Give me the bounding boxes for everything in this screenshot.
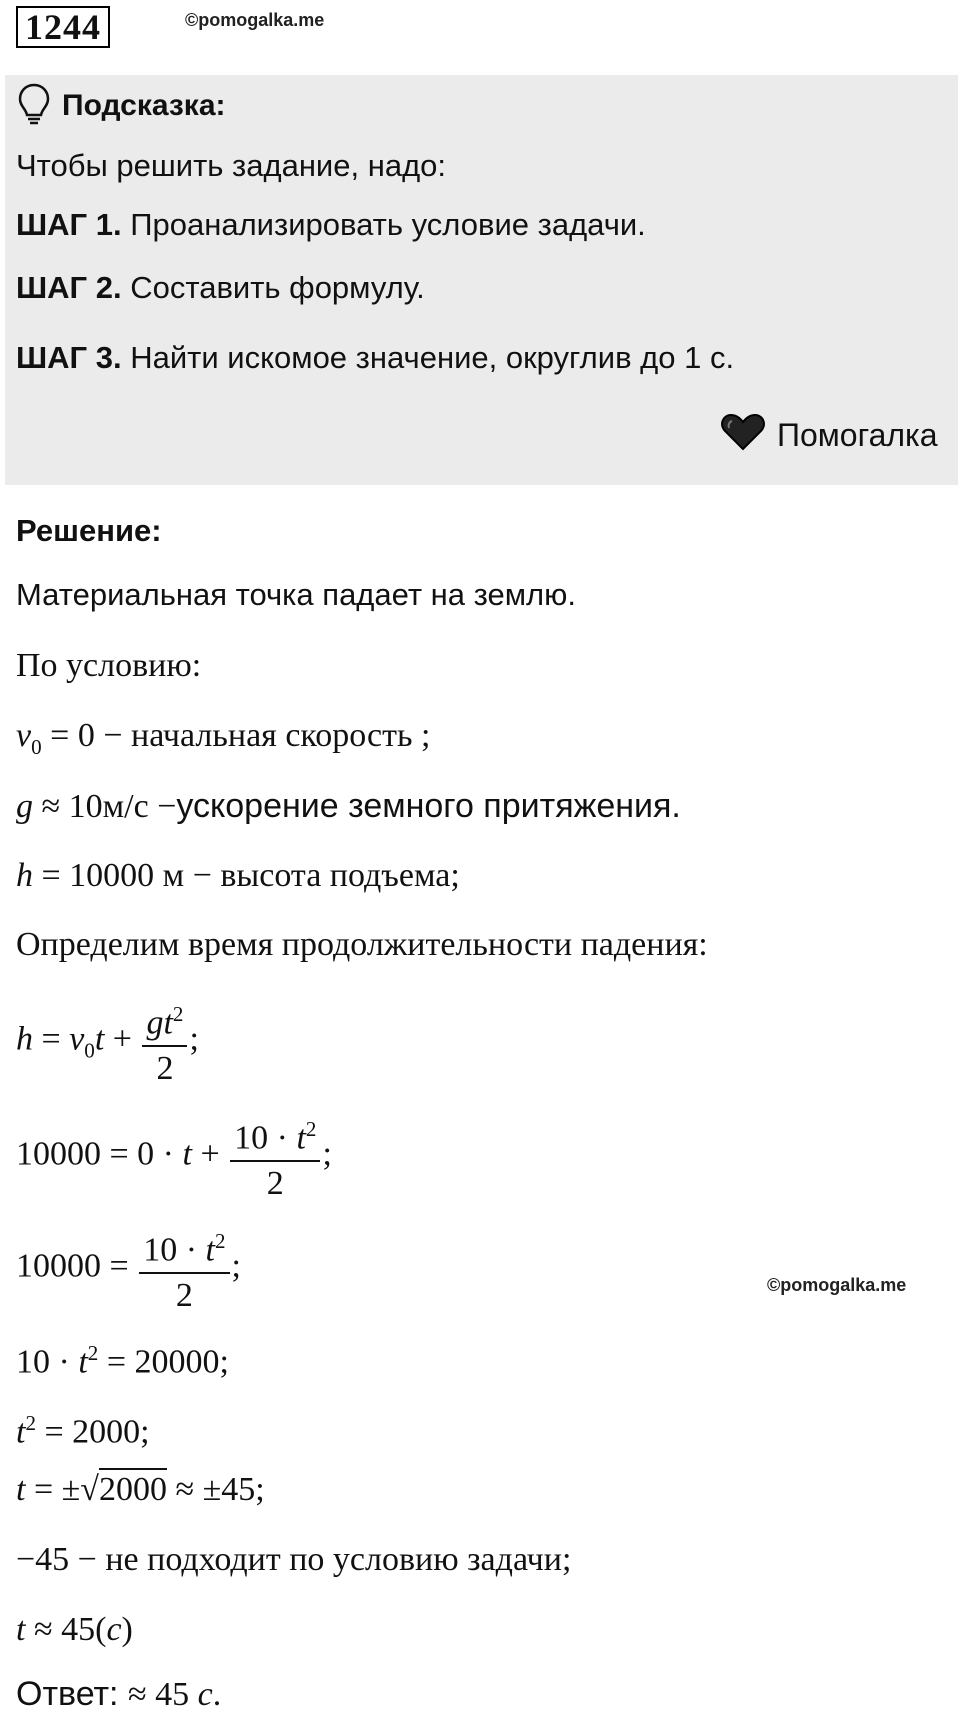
hint-title: Подсказка: [62,89,226,122]
given-label: По условию: [16,647,202,684]
lightbulb-icon [16,82,52,126]
h-description: − высота подъема; [184,857,460,894]
step-label: ШАГ 1. [16,207,122,242]
equation-2: $t^2 = 2000$; [16,1411,150,1451]
brand-name: Помогалка [777,417,938,453]
step-label: ШАГ 3. [16,340,122,375]
given-g: g ≈ 10м/с −ускорение земного притяжения. [16,787,681,825]
hint-step-3 [16,339,734,377]
v0-description: − начальная скорость ; [94,717,431,754]
hint-intro: Чтобы решить задание, надо: [16,148,447,183]
solution-statement: Материальная точка падает на землю. [16,577,576,612]
hint-step-1 [16,206,646,244]
step-text: Найти искомое значение, округлив до 1 с. [130,340,735,375]
equation-3: t = ±√2000 ≈ ±45; [16,1470,265,1510]
watermark-middle: ©pomogalka.me [767,1275,907,1295]
solution-heading: Решение: [16,513,162,548]
equation-1: $10 \cdot t^2 = 20000$; [16,1341,229,1381]
given-v0: $v_0 = 0$ − начальная скорость ; [16,717,431,759]
heart-icon [720,412,766,452]
watermark-top: ©pomogalka.me [185,10,325,30]
formula-general: $h = v_0t$ + $\frac{gt^2}{2}$ ; [16,995,199,1088]
hint-step-2 [16,269,425,307]
reject-line: −45 − не подходит по условию задачи; [16,1541,572,1578]
answer-line: Ответ: ≈ 45 с. [16,1675,222,1713]
result-line: t ≈ 45(c) [16,1611,133,1648]
formula-simplified: 10000 = $\frac{10 \cdot t^2}{2}$ ; [16,1222,241,1315]
answer-label: Ответ: [16,1675,128,1713]
given-h: h = 10000 м − высота подъема; [16,857,460,894]
g-description: ускорение земного притяжения. [176,787,681,825]
step-text: Составить формулу. [130,270,425,305]
problem-number: 1244 [16,6,110,48]
determine-line: Определим время продолжительности падения: [16,926,708,963]
step-text: Проанализировать условие задачи. [130,207,646,242]
formula-substituted: 10000 = 0 · t + $\frac{10 \cdot t^2}{2}$ ; [16,1110,332,1203]
step-label: ШАГ 2. [16,270,122,305]
